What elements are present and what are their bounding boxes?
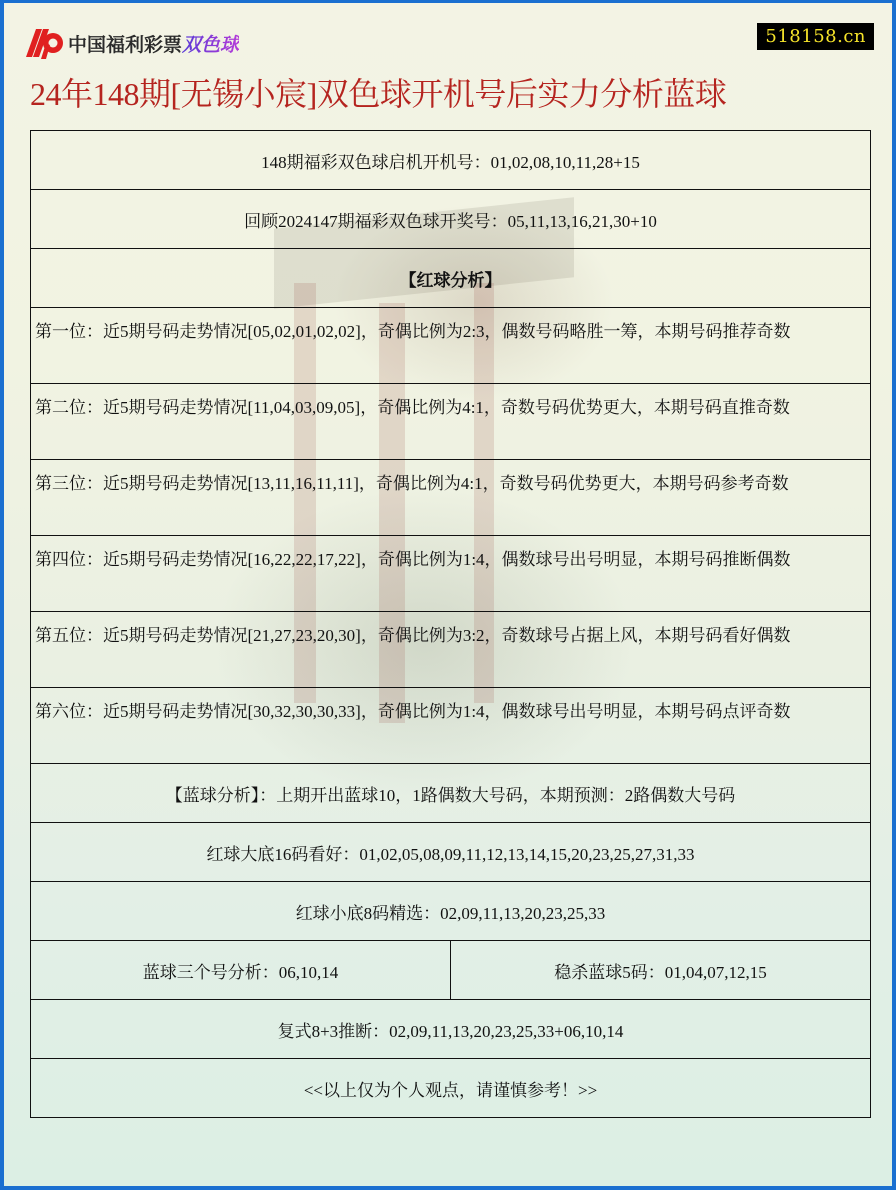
blue-kill-5-cell: 稳杀蓝球5码：01,04,07,12,15 [451, 941, 871, 1000]
page-title: 24年148期[无锡小宸]双色球开机号后实力分析蓝球 [30, 76, 727, 112]
welfare-lottery-icon [22, 23, 66, 63]
red-ball-header: 【红球分析】 [31, 249, 871, 308]
machine-numbers-cell: 148期福彩双色球启机开机号：01,02,08,10,11,28+15 [31, 131, 871, 190]
red-big-16-cell: 红球大底16码看好：01,02,05,08,09,11,12,13,14,15,20,23,25,27,31,33 [31, 823, 871, 882]
table-row [31, 308, 871, 384]
position-4-analysis: 第四位：近5期号码走势情况[16,22,22,17,22]，奇偶比例为1:4，偶数球号出号明显，本期号码推断偶数 [31, 536, 871, 612]
table-row [31, 941, 871, 1000]
domain-badge[interactable]: 518158.cn [757, 23, 874, 50]
blue-ball-analysis: 【蓝球分析】：上期开出蓝球10，1路偶数大号码，本期预测：2路偶数大号码 [31, 764, 871, 823]
blue-three-cell: 蓝球三个号分析：06,10,14 [31, 941, 451, 1000]
position-5-analysis: 第五位：近5期号码走势情况[21,27,23,20,30]，奇偶比例为3:2，奇数球号占据上风，本期号码看好偶数 [31, 612, 871, 688]
logo-text: 中国福利彩票 [68, 33, 183, 56]
position-1-analysis: 第一位：近5期号码走势情况[05,02,01,02,02]，奇偶比例为2:3，偶数号码略胜一筹，本期号码推荐奇数 [31, 308, 871, 384]
table-row [31, 249, 871, 308]
disclaimer-cell: <<以上仅为个人观点，请谨慎参考！>> [31, 1059, 871, 1118]
lottery-logo [22, 23, 239, 63]
analysis-table [30, 130, 871, 1118]
table-row [31, 131, 871, 190]
table-row [31, 1059, 871, 1118]
table-row [31, 823, 871, 882]
compound-cell: 复式8+3推断：02,09,11,13,20,23,25,33+06,10,14 [31, 1000, 871, 1059]
table-row [31, 1000, 871, 1059]
logo-game-name: 双色球 [182, 30, 239, 57]
position-3-analysis: 第三位：近5期号码走势情况[13,11,16,11,11]，奇偶比例为4:1，奇数号码优势更大，本期号码参考奇数 [31, 460, 871, 536]
table-row [31, 190, 871, 249]
red-small-8-cell: 红球小底8码精选：02,09,11,13,20,23,25,33 [31, 882, 871, 941]
table-row [31, 882, 871, 941]
position-6-analysis: 第六位：近5期号码走势情况[30,32,30,30,33]，奇偶比例为1:4，偶数球号出号明显，本期号码点评奇数 [31, 688, 871, 764]
table-row [31, 688, 871, 764]
table-row [31, 612, 871, 688]
table-row [31, 384, 871, 460]
table-row [31, 764, 871, 823]
position-2-analysis: 第二位：近5期号码走势情况[11,04,03,09,05]，奇偶比例为4:1，奇数号码优势更大，本期号码直推奇数 [31, 384, 871, 460]
table-row [31, 536, 871, 612]
previous-draw-cell: 回顾2024147期福彩双色球开奖号：05,11,13,16,21,30+10 [31, 190, 871, 249]
table-row [31, 460, 871, 536]
